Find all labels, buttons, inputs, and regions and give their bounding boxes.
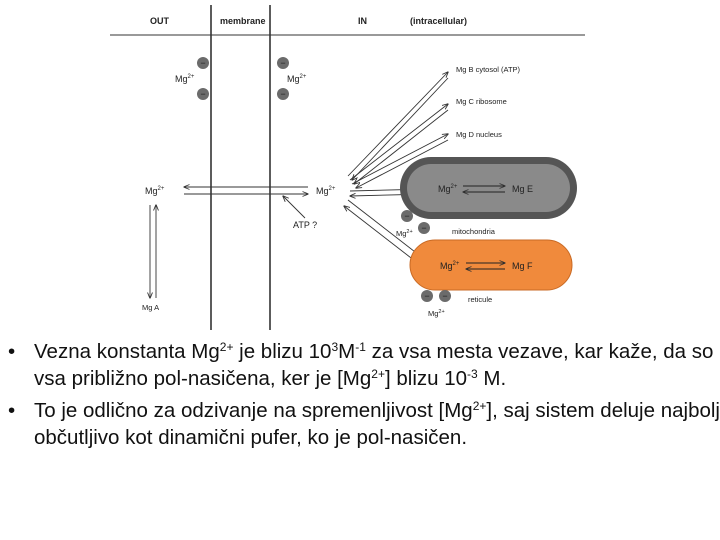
svg-text:Mg2+: $Mg^{2+}$ [428, 309, 445, 318]
bullet-dynamic-buffer [0, 397, 720, 451]
mg-inside-label: $Mg^{2+}$ [316, 186, 336, 196]
superscript: -1 [355, 340, 366, 354]
mg-a-label: Mg A [142, 303, 160, 312]
bullet-marker: • [8, 399, 16, 422]
svg-text:−: − [200, 58, 206, 68]
reticule-charges [421, 290, 451, 318]
svg-text:Mg E: Mg E [512, 184, 534, 194]
superscript: -3 [467, 367, 478, 381]
bullet-marker: • [8, 340, 16, 363]
charge-group-outer [175, 57, 209, 100]
svg-text:−: − [280, 58, 286, 68]
svg-text:−: − [280, 89, 286, 99]
text-fragment: je blizu 10 [233, 340, 332, 363]
reticule-label: reticule [468, 295, 493, 304]
svg-text:Mg2+: $Mg^{2+}$ [287, 74, 307, 84]
bullet-list [0, 338, 720, 451]
text-fragment: Vezna konstanta Mg [34, 340, 220, 363]
charge-group-inner [277, 57, 307, 100]
superscript: 2+ [472, 399, 487, 413]
svg-text:Mg2+: $Mg^{2+}$ [440, 261, 460, 271]
superscript: 2+ [371, 367, 385, 381]
reticule-organelle [410, 240, 572, 290]
mitochondria-organelle [400, 157, 577, 219]
svg-text:Mg2+: $Mg^{2+}$ [396, 229, 413, 238]
header-out: OUT [150, 16, 169, 26]
mg-outside-label: $Mg^{2+}$ [145, 186, 165, 196]
svg-text:−: − [404, 211, 410, 221]
mitochondria-label: mitochondria [452, 227, 495, 236]
header-membrane: membrane [220, 16, 266, 26]
header-intracellular: (intracellular) [410, 16, 468, 26]
atp-arrow [283, 196, 305, 218]
atp-label: ATP ? [293, 220, 318, 230]
text-fragment: ] blizu 10 [384, 367, 468, 390]
svg-text:−: − [200, 89, 206, 99]
svg-text:Mg F: Mg F [512, 261, 533, 271]
superscript: 2+ [219, 340, 234, 354]
svg-text:Mg2+: $Mg^{2+}$ [438, 184, 458, 194]
text-fragment: ], saj sistem deluje najbolj občutljivo kot dinamični pufer, ko je pol-nasičen. [34, 399, 720, 449]
bullet-binding-constant [0, 338, 720, 392]
text-fragment: M [338, 340, 356, 363]
text-fragment: M. [477, 367, 507, 390]
header-in: IN [358, 16, 367, 26]
text-fragment: za vsa mesta vezave, kar kaže, da so vsa približno pol-nasičena, ker je [Mg [34, 340, 714, 390]
svg-text:−: − [442, 291, 448, 301]
superscript: 3 [331, 340, 339, 354]
svg-text:Mg2+: $Mg^{2+}$ [175, 74, 195, 84]
svg-text:−: − [421, 223, 427, 233]
svg-text:−: − [424, 291, 430, 301]
target-nucleus: Mg D nucleus [456, 130, 502, 139]
text-fragment: To je odlično za odzivanje na spremenljivost [Mg [34, 399, 473, 422]
target-cytosol: Mg B cytosol (ATP) [456, 65, 521, 74]
target-ribosome: Mg C ribosome [456, 97, 507, 106]
